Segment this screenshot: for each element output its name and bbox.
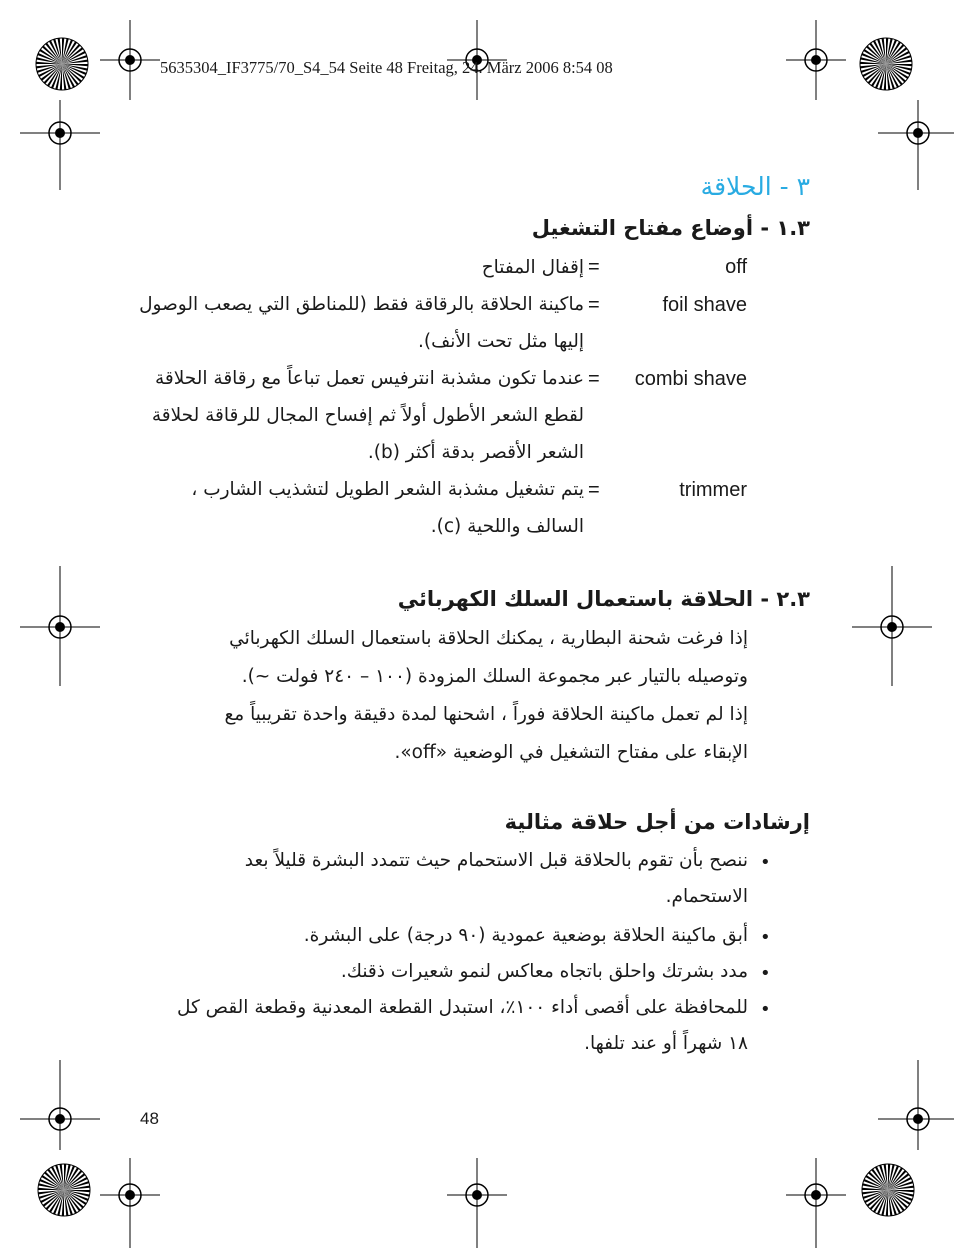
registration-mark-top-left xyxy=(100,20,160,100)
tip-item-2: أبق ماكينة الحلاقة بوضعية عمودية (٩٠ درجة) على البشرة. xyxy=(303,925,748,946)
mode-desc-trimmer: يتم تشغيل مشذبة الشعر الطويل لتشذيب الشارب ، السالف واللحية (c). xyxy=(191,479,584,537)
registration-mark-bottom-center xyxy=(447,1158,507,1248)
star-target-top-left xyxy=(36,38,88,90)
mode-key-foil-shave: foil shave xyxy=(662,294,747,316)
mode-eq-trimmer: = xyxy=(588,479,600,501)
tip-bullet-4: • xyxy=(760,999,771,1020)
mode-eq-combi-shave: = xyxy=(588,368,600,390)
cord-paragraph-2: إذا لم تعمل ماكينة الحلاقة فوراً ، اشحنها لمدة دقيقة واحدة تقريبياً مع الإبقاء على مفتاح التشغيل في الوضعية «off». xyxy=(224,704,748,763)
tip-bullet-3: • xyxy=(760,963,771,984)
registration-mark-left-middle xyxy=(20,566,100,686)
registration-mark-right-top xyxy=(878,100,954,190)
star-target-bottom-left xyxy=(38,1164,90,1216)
tip-bullet-2: • xyxy=(760,927,771,948)
tip-item-3: مدد بشرتك واحلق باتجاه معاكس لنمو شعيرات ذقنك. xyxy=(340,961,748,982)
star-target-top-right xyxy=(860,38,912,90)
registration-mark-right-middle xyxy=(852,566,932,686)
registration-mark-bottom-right xyxy=(786,1158,846,1248)
tip-item-4: للمحافظة على أقصى أداء ١٠٠٪، استبدل القطعة المعدنية وقطعة القص كل ١٨ شهراً أو عند تلفها. xyxy=(176,997,748,1054)
mode-key-combi-shave: combi shave xyxy=(634,368,747,390)
tip-bullet-1: • xyxy=(760,852,771,873)
registration-mark-right-bottom xyxy=(878,1060,954,1150)
mode-eq-foil-shave: = xyxy=(588,294,600,316)
registration-mark-left-bottom xyxy=(20,1060,100,1150)
tip-item-1: ننصح بأن تقوم بالحلاقة قبل الاستحمام حيث تتمدد البشرة قليلاً بعد الاستحمام. xyxy=(244,850,748,907)
mode-desc-foil-shave: ماكينة الحلاقة بالرقاقة فقط (للمناطق التي يصعب الوصول إليها مثل تحت الأنف). xyxy=(139,294,584,352)
registration-mark-left-top xyxy=(20,100,100,190)
registration-mark-bottom-left xyxy=(100,1158,160,1248)
mode-desc-off: إقفال المفتاح xyxy=(481,257,584,278)
print-slug: 5635304_IF3775/70_S4_54 Seite 48 Freitag, 24. März 2006 8:54 08 xyxy=(160,58,613,77)
mode-eq-off: = xyxy=(588,256,600,278)
registration-mark-top-right xyxy=(786,20,846,100)
mode-desc-combi-shave: عندما تكون مشذبة انترفيس تعمل تباعاً مع رقاقة الحلاقة لقطع الشعر الأطول أولاً ثم إفساح المجال للرقاقة لحلاقة الشعر الأقصر بدقة أكثر (b). xyxy=(151,368,584,463)
tips-title: إرشادات من أجل حلاقة مثالية xyxy=(504,810,810,834)
mode-key-off: off xyxy=(725,256,747,278)
page-number: 48 xyxy=(140,1109,159,1128)
cord-title: ٢.٣ - الحلاقة باستعمال السلك الكهربائي xyxy=(397,587,810,611)
cord-paragraph-1: إذا فرغت شحنة البطارية ، يمكنك الحلاقة باستعمال السلك الكهربائي وتوصيله بالتيار عبر مجموعة السلك المزودة (١٠٠ – ٢٤٠ فولت ~). xyxy=(229,628,748,687)
star-target-bottom-right xyxy=(862,1164,914,1216)
section-title: ٣ - الحلاقة xyxy=(700,172,810,201)
mode-key-trimmer: trimmer xyxy=(679,479,747,501)
modes-title: ١.٣ - أوضاع مفتاح التشغيل xyxy=(531,216,810,240)
